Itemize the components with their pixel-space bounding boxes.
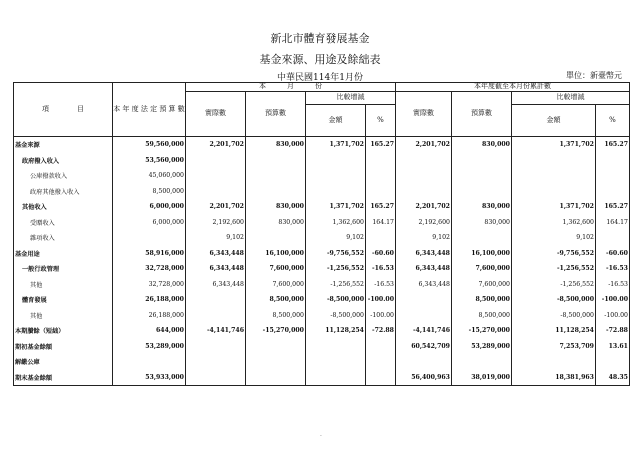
row-label: 解繳公庫: [14, 354, 113, 370]
cell-y-budget: [452, 230, 512, 246]
row-label: 其他收入: [14, 199, 113, 215]
cell-budget: 58,916,000: [113, 246, 186, 262]
cell-y-budget: 830,000: [452, 137, 512, 153]
table-row: [14, 323, 630, 339]
cell-m-budget: [246, 230, 306, 246]
cell-m-amount: -1,256,552: [306, 261, 366, 277]
cell-y-budget: 16,100,000: [452, 246, 512, 262]
report-subtitle: 基金來源、用途及餘絀表: [259, 53, 381, 66]
unit-label: 單位：新臺幣元: [566, 71, 622, 80]
cell-y-actual: [396, 168, 452, 184]
cell-y-pct: 165.27: [596, 199, 630, 215]
cell-m-amount: 1,371,702: [306, 137, 366, 153]
table-row: [14, 339, 630, 355]
col-header-month: 本 月 份: [186, 83, 396, 92]
cell-y-amount: [512, 184, 596, 200]
cell-y-amount: 11,128,254: [512, 323, 596, 339]
cell-y-pct: [596, 184, 630, 200]
cell-budget: 53,289,000: [113, 339, 186, 355]
row-label: 政府其他撥入收入: [14, 184, 113, 200]
cell-m-budget: 830,000: [246, 215, 306, 231]
cell-m-amount: 1,371,702: [306, 199, 366, 215]
col-header-ytd: 本年度截至本月份累計數: [396, 83, 630, 92]
cell-y-pct: [596, 230, 630, 246]
table-row: [14, 215, 630, 231]
cell-y-amount: -1,256,552: [512, 261, 596, 277]
cell-y-actual: [396, 184, 452, 200]
cell-budget: 26,188,000: [113, 292, 186, 308]
cell-y-pct: -100.00: [596, 292, 630, 308]
report-period: 中華民國114年1月份: [277, 73, 363, 83]
row-label: 受贈收入: [14, 215, 113, 231]
row-label: 其他: [14, 277, 113, 293]
statement-body: [14, 137, 630, 386]
cell-m-budget: -15,270,000: [246, 323, 306, 339]
cell-m-actual: 2,192,600: [186, 215, 246, 231]
row-label: 期初基金餘額: [14, 339, 113, 355]
table-row: [14, 308, 630, 324]
table-row: [14, 354, 630, 370]
cell-budget: 59,560,000: [113, 137, 186, 153]
cell-m-actual: 2,201,702: [186, 199, 246, 215]
cell-budget: 644,000: [113, 323, 186, 339]
cell-m-amount: [306, 168, 366, 184]
cell-budget: [113, 230, 186, 246]
cell-y-pct: -60.60: [596, 246, 630, 262]
row-label: 其他: [14, 308, 113, 324]
cell-m-amount: 9,102: [306, 230, 366, 246]
cell-m-amount: 11,128,254: [306, 323, 366, 339]
cell-budget: 53,560,000: [113, 153, 186, 169]
cell-y-pct: -16.53: [596, 261, 630, 277]
cell-y-actual: 9,102: [396, 230, 452, 246]
cell-y-pct: [596, 354, 630, 370]
statement-table: [13, 82, 630, 386]
cell-y-actual: 2,192,600: [396, 215, 452, 231]
cell-m-budget: 7,600,000: [246, 277, 306, 293]
cell-y-actual: 6,343,448: [396, 261, 452, 277]
cell-m-pct: 165.27: [366, 137, 396, 153]
col-header-ytd-percent: %: [596, 105, 630, 137]
cell-m-pct: -100.00: [366, 308, 396, 324]
cell-m-pct: [366, 184, 396, 200]
cell-y-budget: 830,000: [452, 199, 512, 215]
row-label: 一般行政管理: [14, 261, 113, 277]
table-row: [14, 246, 630, 262]
table-row: [14, 370, 630, 386]
cell-m-amount: [306, 184, 366, 200]
table-row: [14, 153, 630, 169]
cell-m-pct: [366, 168, 396, 184]
cell-y-amount: [512, 354, 596, 370]
cell-m-budget: [246, 354, 306, 370]
cell-budget: 32,728,000: [113, 261, 186, 277]
cell-budget: 53,933,000: [113, 370, 186, 386]
cell-m-budget: 16,100,000: [246, 246, 306, 262]
cell-m-pct: [366, 354, 396, 370]
col-header-ytd-amount: 金額: [512, 105, 596, 137]
cell-m-pct: -16.53: [366, 277, 396, 293]
cell-y-pct: [596, 168, 630, 184]
col-header-month-actual: 實際數: [186, 92, 246, 137]
table-row: [14, 137, 630, 153]
cell-y-amount: 9,102: [512, 230, 596, 246]
cell-budget: 26,188,000: [113, 308, 186, 324]
cell-y-pct: 48.35: [596, 370, 630, 386]
cell-m-budget: [246, 168, 306, 184]
cell-y-actual: -4,141,746: [396, 323, 452, 339]
cell-y-actual: [396, 308, 452, 324]
cell-y-budget: 53,289,000: [452, 339, 512, 355]
col-header-budget: 本 年 度 法 定 預 算 數: [113, 83, 186, 137]
cell-m-amount: -8,500,000: [306, 292, 366, 308]
cell-y-budget: [452, 168, 512, 184]
cell-m-pct: -72.88: [366, 323, 396, 339]
cell-y-actual: 56,400,963: [396, 370, 452, 386]
col-header-item: 項 目: [14, 83, 113, 137]
cell-y-amount: -8,500,000: [512, 308, 596, 324]
cell-budget: 32,728,000: [113, 277, 186, 293]
cell-y-budget: 7,600,000: [452, 277, 512, 293]
cell-m-amount: -9,756,552: [306, 246, 366, 262]
cell-m-pct: 165.27: [366, 199, 396, 215]
cell-y-budget: -15,270,000: [452, 323, 512, 339]
table-row: [14, 199, 630, 215]
table-row: [14, 261, 630, 277]
cell-y-budget: 8,500,000: [452, 308, 512, 324]
cell-budget: [113, 354, 186, 370]
cell-y-budget: 38,019,000: [452, 370, 512, 386]
col-header-ytd-compare: 比較增減: [512, 92, 630, 105]
cell-y-budget: 7,600,000: [452, 261, 512, 277]
cell-m-budget: 830,000: [246, 137, 306, 153]
cell-y-budget: [452, 354, 512, 370]
cell-m-pct: [366, 230, 396, 246]
row-label: 基金來源: [14, 137, 113, 153]
cell-budget: 6,000,000: [113, 215, 186, 231]
col-header-ytd-budgeted: 預算數: [452, 92, 512, 137]
cell-y-pct: 164.17: [596, 215, 630, 231]
col-header-month-amount: 金額: [306, 105, 366, 137]
cell-y-amount: -9,756,552: [512, 246, 596, 262]
cell-y-actual: [396, 354, 452, 370]
cell-m-actual: [186, 184, 246, 200]
cell-m-actual: [186, 339, 246, 355]
cell-y-pct: -72.88: [596, 323, 630, 339]
cell-m-pct: [366, 370, 396, 386]
cell-y-actual: 60,542,709: [396, 339, 452, 355]
cell-m-actual: [186, 354, 246, 370]
cell-m-actual: [186, 292, 246, 308]
cell-budget: 6,000,000: [113, 199, 186, 215]
col-header-month-percent: %: [366, 105, 396, 137]
col-header-month-budgeted: 預算數: [246, 92, 306, 137]
cell-m-pct: [366, 153, 396, 169]
row-label: 政府撥入收入: [14, 153, 113, 169]
cell-y-amount: -8,500,000: [512, 292, 596, 308]
cell-y-amount: [512, 153, 596, 169]
cell-m-pct: [366, 339, 396, 355]
col-header-ytd-actual: 實際數: [396, 92, 452, 137]
cell-m-actual: 2,201,702: [186, 137, 246, 153]
cell-m-amount: -8,500,000: [306, 308, 366, 324]
cell-y-amount: [512, 168, 596, 184]
cell-m-actual: [186, 308, 246, 324]
cell-y-actual: 2,201,702: [396, 137, 452, 153]
cell-y-pct: [596, 153, 630, 169]
page-mark: ·: [320, 433, 322, 440]
report-title: 新北市體育發展基金: [270, 32, 370, 45]
cell-m-pct: -16.53: [366, 261, 396, 277]
cell-y-actual: [396, 153, 452, 169]
cell-m-amount: [306, 339, 366, 355]
cell-m-actual: 6,343,448: [186, 246, 246, 262]
cell-m-actual: 6,343,448: [186, 261, 246, 277]
cell-m-budget: [246, 184, 306, 200]
cell-y-budget: [452, 153, 512, 169]
cell-m-amount: -1,256,552: [306, 277, 366, 293]
cell-m-budget: 7,600,000: [246, 261, 306, 277]
cell-y-amount: 1,371,702: [512, 199, 596, 215]
table-row: [14, 184, 630, 200]
table-row: [14, 277, 630, 293]
cell-m-amount: [306, 354, 366, 370]
row-label: 雜項收入: [14, 230, 113, 246]
cell-m-pct: -60.60: [366, 246, 396, 262]
cell-y-budget: 830,000: [452, 215, 512, 231]
col-header-month-compare: 比較增減: [306, 92, 396, 105]
cell-y-amount: 7,253,709: [512, 339, 596, 355]
cell-m-amount: [306, 153, 366, 169]
table-row: [14, 230, 630, 246]
row-label: 公庫撥款收入: [14, 168, 113, 184]
cell-m-amount: [306, 370, 366, 386]
table-row: [14, 292, 630, 308]
row-label: 基金用途: [14, 246, 113, 262]
cell-m-actual: [186, 153, 246, 169]
cell-m-budget: 8,500,000: [246, 292, 306, 308]
cell-budget: 8,500,000: [113, 184, 186, 200]
cell-m-budget: [246, 153, 306, 169]
cell-y-amount: 1,371,702: [512, 137, 596, 153]
cell-y-actual: 6,343,448: [396, 246, 452, 262]
cell-y-pct: 165.27: [596, 137, 630, 153]
row-label: 期末基金餘額: [14, 370, 113, 386]
cell-y-budget: 8,500,000: [452, 292, 512, 308]
row-label: 本期賸餘（短絀）: [14, 323, 113, 339]
cell-y-amount: -1,256,552: [512, 277, 596, 293]
cell-m-budget: 830,000: [246, 199, 306, 215]
cell-m-amount: 1,362,600: [306, 215, 366, 231]
table-row: [14, 168, 630, 184]
cell-m-actual: [186, 370, 246, 386]
cell-y-pct: -100.00: [596, 308, 630, 324]
cell-m-pct: 164.17: [366, 215, 396, 231]
cell-m-budget: 8,500,000: [246, 308, 306, 324]
cell-m-actual: [186, 168, 246, 184]
cell-y-actual: 6,343,448: [396, 277, 452, 293]
cell-m-budget: [246, 370, 306, 386]
cell-y-amount: 18,381,963: [512, 370, 596, 386]
cell-m-pct: -100.00: [366, 292, 396, 308]
cell-m-actual: 6,343,448: [186, 277, 246, 293]
cell-y-pct: -16.53: [596, 277, 630, 293]
cell-y-amount: 1,362,600: [512, 215, 596, 231]
cell-m-actual: -4,141,746: [186, 323, 246, 339]
cell-y-actual: 2,201,702: [396, 199, 452, 215]
row-label: 體育發展: [14, 292, 113, 308]
cell-y-pct: 13.61: [596, 339, 630, 355]
cell-y-actual: [396, 292, 452, 308]
cell-m-actual: 9,102: [186, 230, 246, 246]
cell-budget: 45,060,000: [113, 168, 186, 184]
cell-y-budget: [452, 184, 512, 200]
cell-m-budget: [246, 339, 306, 355]
